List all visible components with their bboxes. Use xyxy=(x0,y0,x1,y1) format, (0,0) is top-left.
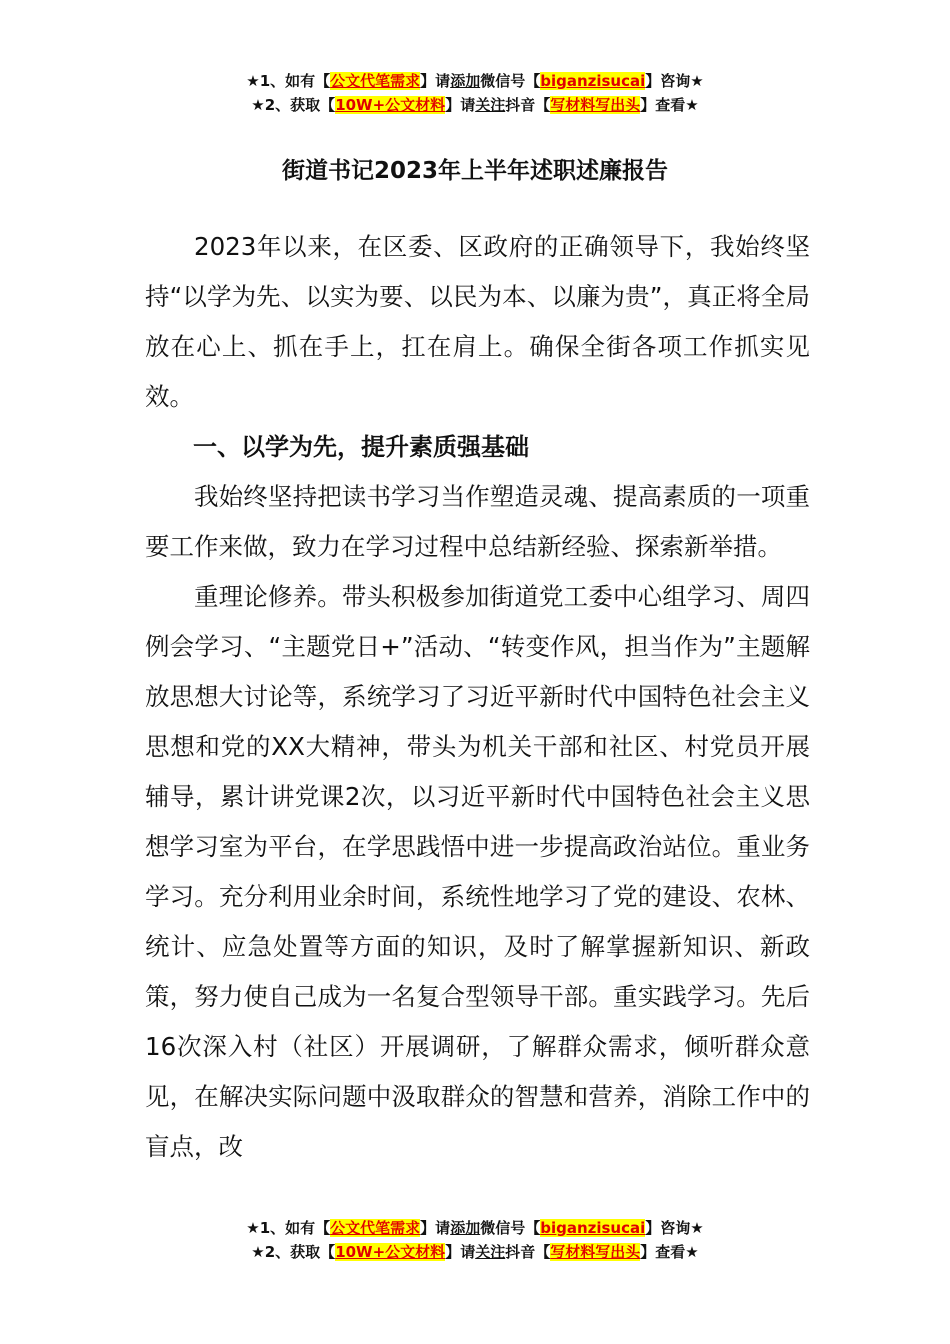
banner-line-2: ★2、获取【10W+公文材料】请关注抖音【写材料写出头】查看★ xyxy=(251,1243,699,1261)
header-banner xyxy=(0,69,950,117)
banner-line-1: ★1、如有【公文代笔需求】请添加微信号【biganzisucai】咨询★ xyxy=(246,72,704,90)
footer-banner xyxy=(0,1216,950,1264)
document-body xyxy=(145,222,810,1172)
banner-line-2: ★2、获取【10W+公文材料】请关注抖音【写材料写出头】查看★ xyxy=(251,96,699,114)
highlight-douyin: 写材料写出头 xyxy=(550,1243,641,1261)
highlight-douyin: 写材料写出头 xyxy=(550,96,641,114)
body-paragraph: 重理论修养。带头积极参加街道党工委中心组学习、周四例会学习、“主题党日+”活动、“转变作风，担当作为”主题解放思想大讨论等，系统学习了习近平新时代中国特色社会主义思想和党的XX大精神，带头为机关干部和社区、村党员开展辅导，累计讲党课2次，以习近平新时代中国特色社会主义思想学习室为平台，在学思践悟中进一步提高政治站位。重业务学习。充分利用业余时间，系统性地学习了党的建设、农林、统计、应急处置等方面的知识，及时了解掌握新知识、新政策，努力使自己成为一名复合型领导干部。重实践学习。先后16次深入村（社区）开展调研，了解群众需求，倾听群众意见，在解决实际问题中汲取群众的智慧和营养，消除工作中的盲点，改 xyxy=(145,582,810,1161)
section-heading: 一、以学为先，提升素质强基础 xyxy=(193,433,529,461)
highlight-materials: 10W+公文材料 xyxy=(335,1243,446,1261)
highlight-materials: 10W+公文材料 xyxy=(335,96,446,114)
highlight-wechat-id: biganzisucai xyxy=(540,1219,646,1237)
intro-paragraph: 2023年以来，在区委、区政府的正确领导下，我始终坚持“以学为先、以实为要、以民为本、以廉为贵”，真正将全局放在心上、抓在手上，扛在肩上。确保全街各项工作抓实见效。 xyxy=(145,232,810,411)
document-title: 街道书记2023年上半年述职述廉报告 xyxy=(281,158,668,184)
highlight-ghostwriting: 公文代笔需求 xyxy=(330,1219,421,1237)
banner-line-1: ★1、如有【公文代笔需求】请添加微信号【biganzisucai】咨询★ xyxy=(246,1219,704,1237)
highlight-ghostwriting: 公文代笔需求 xyxy=(330,72,421,90)
highlight-wechat-id: biganzisucai xyxy=(540,72,646,90)
body-paragraph: 我始终坚持把读书学习当作塑造灵魂、提高素质的一项重要工作来做，致力在学习过程中总结新经验、探索新举措。 xyxy=(145,482,810,561)
